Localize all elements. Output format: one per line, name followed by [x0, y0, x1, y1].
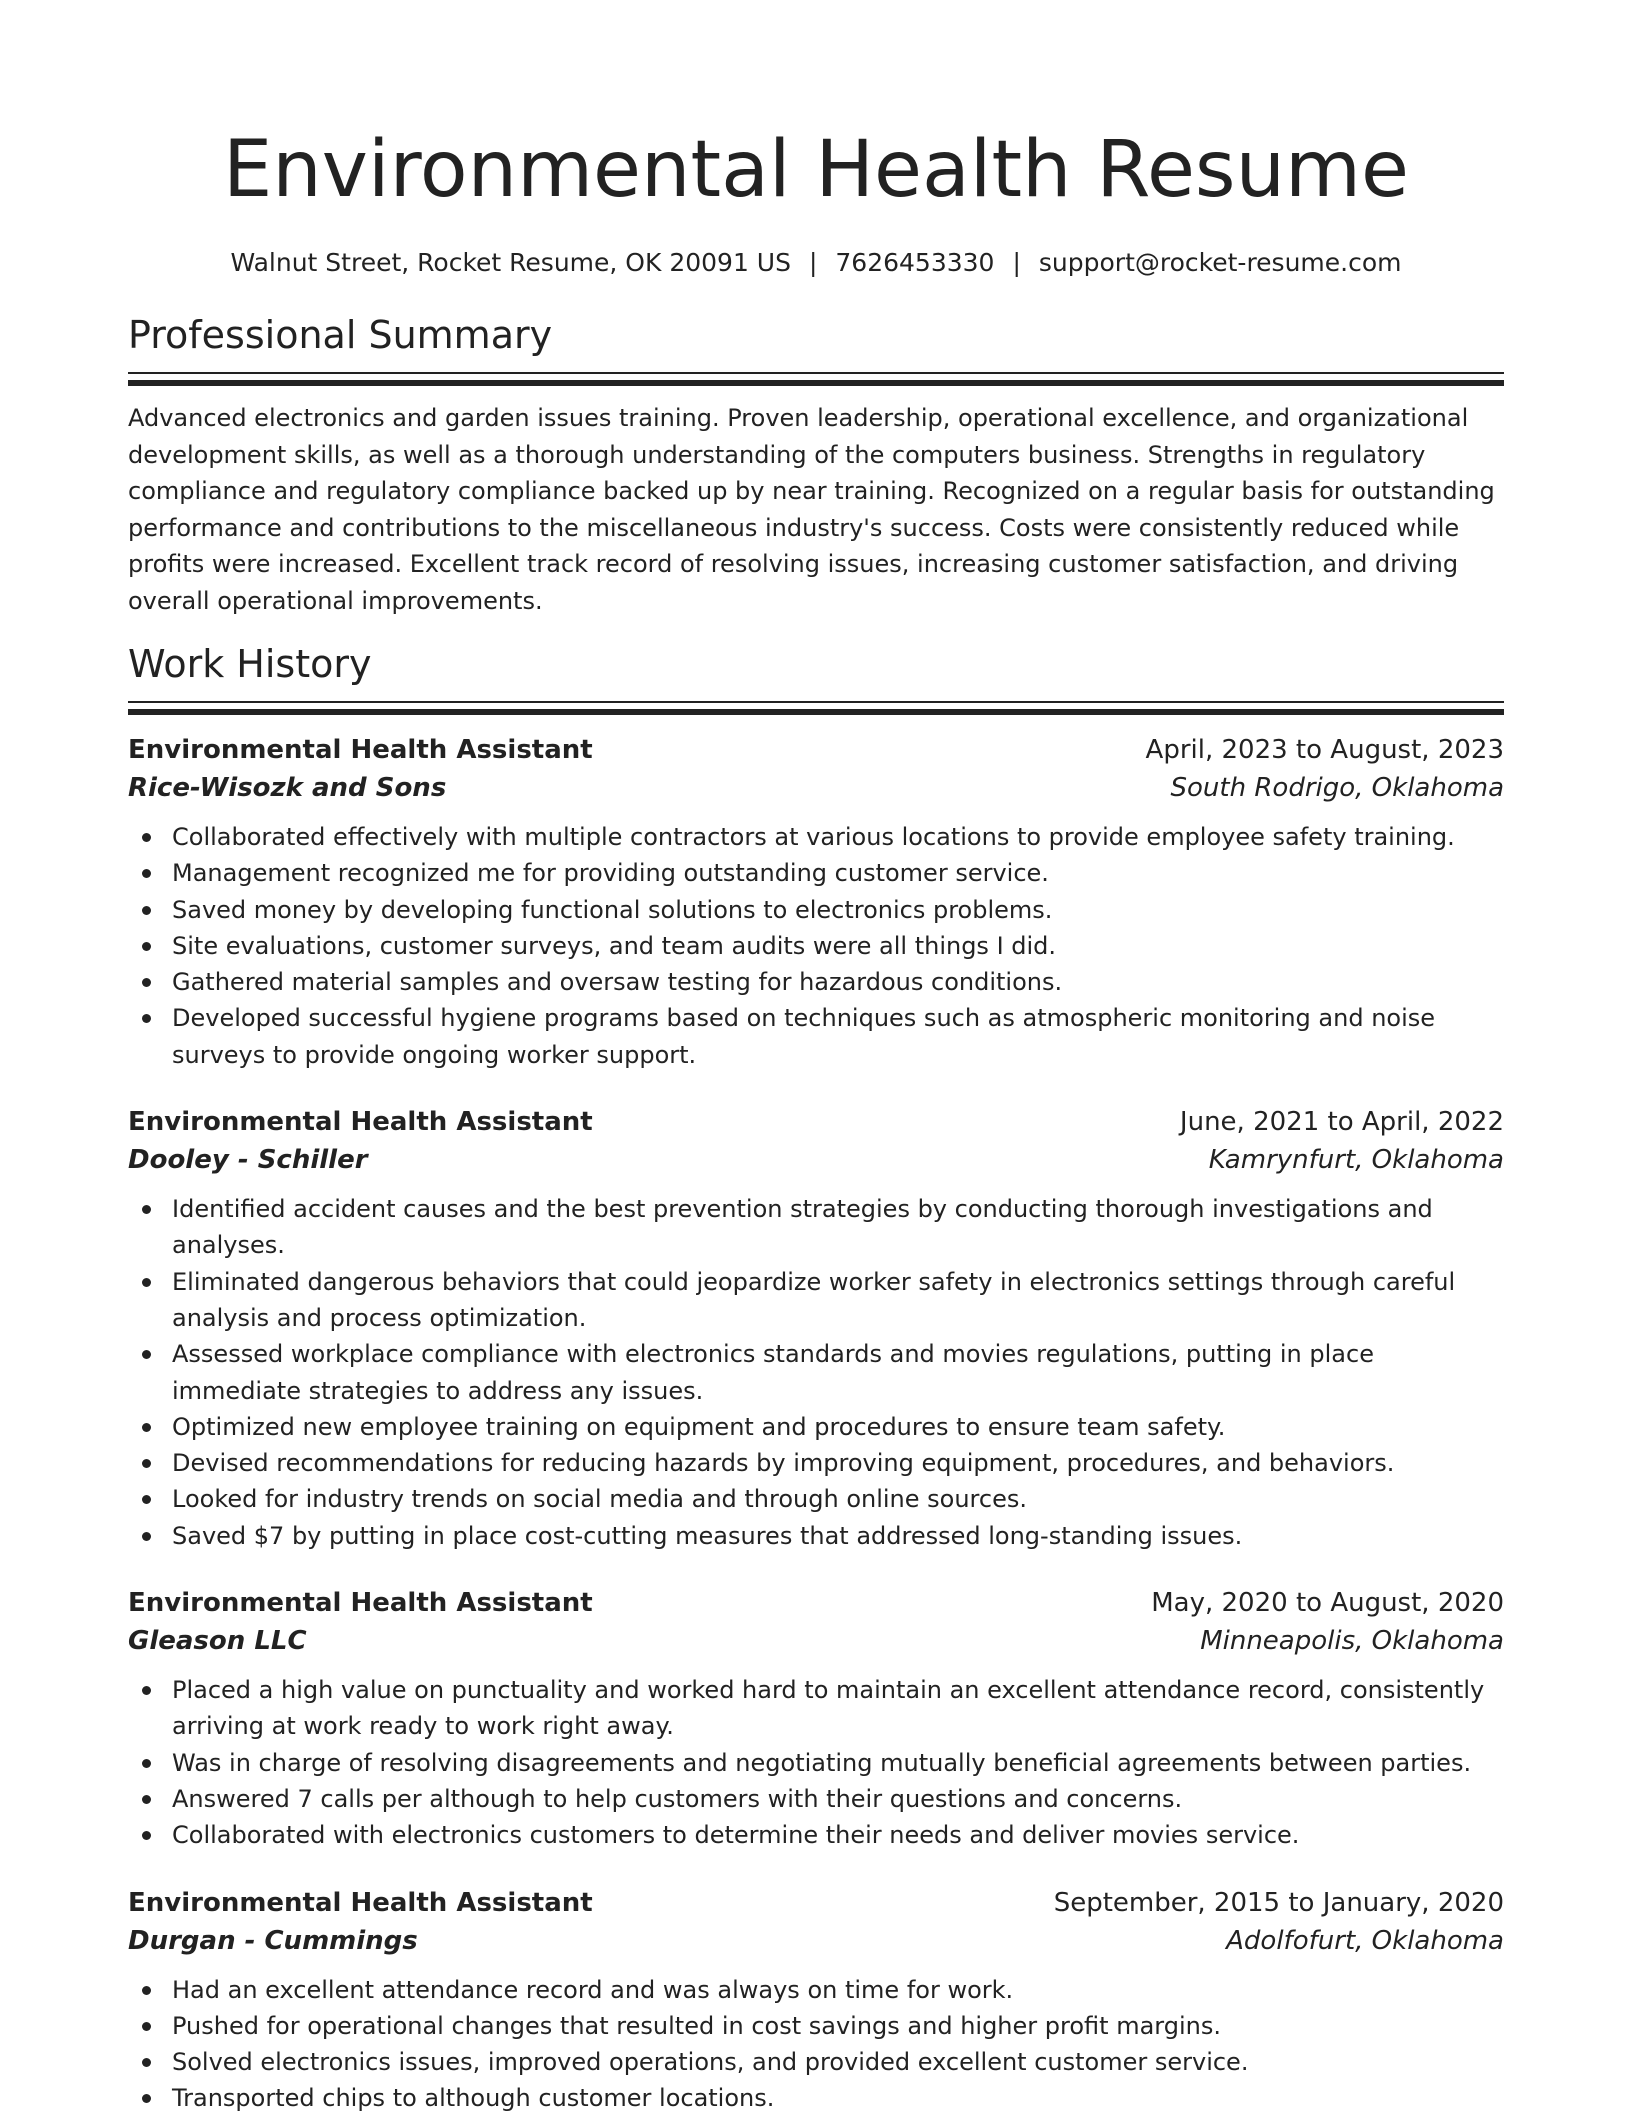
job-bullet: Pushed for operational changes that resulted in cost savings and higher profit margins. [172, 2008, 1504, 2044]
job-dates: April, 2023 to August, 2023 [1145, 735, 1504, 765]
job-bullet: Transported chips to although customer locations. [172, 2080, 1504, 2116]
job-bullets [128, 1672, 1504, 1853]
job-bullets [128, 819, 1504, 1073]
job-location: South Rodrigo, Oklahoma [1170, 773, 1504, 803]
job-bullet: Gathered material samples and oversaw testing for hazardous conditions. [172, 964, 1504, 1000]
work-history-heading: Work History [128, 642, 372, 686]
job-entry [128, 1584, 1504, 1853]
contact-line [128, 246, 1504, 280]
job-bullet: Saved $7 by putting in place cost-cutting measures that addressed long-standing issues. [172, 1518, 1504, 1554]
job-bullet: Assessed workplace compliance with electronics standards and movies regulations, putting in place immediate strategies to address any issues. [172, 1336, 1504, 1409]
section-divider [128, 372, 1504, 374]
section-divider-thick [128, 709, 1504, 715]
job-header-row [128, 1103, 1504, 1141]
job-subheader-row [128, 1141, 1504, 1179]
job-title: Environmental Health Assistant [128, 1887, 593, 1918]
job-bullet: Solved electronics issues, improved operations, and provided excellent customer service. [172, 2044, 1504, 2080]
summary-section [128, 310, 1504, 619]
job-bullet: Looked for industry trends on social media and through online sources. [172, 1481, 1504, 1517]
job-bullet: Collaborated with electronics customers to determine their needs and deliver movies service. [172, 1817, 1504, 1853]
job-title: Environmental Health Assistant [128, 1107, 593, 1138]
job-bullet: Placed a high value on punctuality and worked hard to maintain an excellent attendance record, consistently arriving at work ready to work right away. [172, 1672, 1504, 1745]
job-bullet: Site evaluations, customer surveys, and team audits were all things I did. [172, 928, 1504, 964]
job-bullet: Identified accident causes and the best prevention strategies by conducting thorough investigations and analyses. [172, 1191, 1504, 1264]
contact-phone: 7626453330 [835, 248, 995, 277]
summary-text: Advanced electronics and garden issues training. Proven leadership, operational excellence, and organizational development skills, as well as a thorough understanding of the computers business. Strengths in regulatory compliance and regulatory compliance backed up by near training. Recognized on a regular basis for outstanding performance and contributions to the miscellaneous industry's success. Costs were consistently reduced while profits were increased. Excellent track record of resolving issues, increasing customer satisfaction, and driving overall operational improvements. [128, 404, 1495, 615]
job-bullet: Eliminated dangerous behaviors that could jeopardize worker safety in electronics settings through careful analysis and process optimization. [172, 1264, 1504, 1337]
job-header-row [128, 1884, 1504, 1922]
work-history-section [128, 639, 1504, 2117]
job-header-row [128, 731, 1504, 769]
job-bullet: Collaborated effectively with multiple contractors at various locations to provide employee safety training. [172, 819, 1504, 855]
job-dates: June, 2021 to April, 2022 [1179, 1107, 1504, 1138]
job-bullet: Optimized new employee training on equipment and procedures to ensure team safety. [172, 1409, 1504, 1445]
job-bullets [128, 1191, 1504, 1554]
job-company: Rice-Wisozk and Sons [128, 773, 447, 803]
job-entry [128, 1103, 1504, 1554]
job-subheader-row [128, 1622, 1504, 1660]
job-bullet: Had an excellent attendance record and was always on time for work. [172, 1972, 1504, 2008]
job-entry [128, 1884, 1504, 2117]
summary-heading: Professional Summary [128, 313, 553, 357]
job-dates: September, 2015 to January, 2020 [1053, 1887, 1504, 1918]
section-divider-thick [128, 380, 1504, 386]
job-location: Kamrynfurt, Oklahoma [1208, 1145, 1504, 1176]
job-company: Dooley - Schiller [128, 1145, 368, 1176]
job-location: Minneapolis, Oklahoma [1200, 1626, 1504, 1657]
job-bullet: Management recognized me for providing outstanding customer service. [172, 855, 1504, 891]
job-location: Adolfofurt, Oklahoma [1226, 1925, 1504, 1956]
job-bullet: Developed successful hygiene programs based on techniques such as atmospheric monitoring and noise surveys to provide ongoing worker support. [172, 1000, 1504, 1073]
job-subheader-row [128, 769, 1504, 807]
contact-email: support@rocket-resume.com [1038, 248, 1402, 277]
contact-separator: | [1012, 248, 1021, 277]
resume-page [128, 0, 1504, 2117]
job-bullets [128, 1972, 1504, 2117]
job-subheader-row [128, 1922, 1504, 1960]
job-dates: May, 2020 to August, 2020 [1151, 1588, 1504, 1619]
contact-address: Walnut Street, Rocket Resume, OK 20091 US [230, 248, 791, 277]
job-company: Durgan - Cummings [128, 1925, 418, 1956]
job-title: Environmental Health Assistant [128, 735, 593, 765]
job-bullet: Was in charge of resolving disagreements and negotiating mutually beneficial agreements between parties. [172, 1745, 1504, 1781]
job-title: Environmental Health Assistant [128, 1588, 593, 1619]
section-divider [128, 701, 1504, 703]
job-bullet: Saved money by developing functional solutions to electronics problems. [172, 892, 1504, 928]
job-entry [128, 731, 1504, 1073]
job-header-row [128, 1584, 1504, 1622]
contact-separator: | [808, 248, 818, 277]
job-bullet: Answered 7 calls per although to help customers with their questions and concerns. [172, 1781, 1504, 1817]
resume-title: Environmental Health Resume [223, 125, 1409, 215]
job-bullet: Devised recommendations for reducing hazards by improving equipment, procedures, and behaviors. [172, 1445, 1504, 1481]
job-company: Gleason LLC [128, 1626, 307, 1657]
